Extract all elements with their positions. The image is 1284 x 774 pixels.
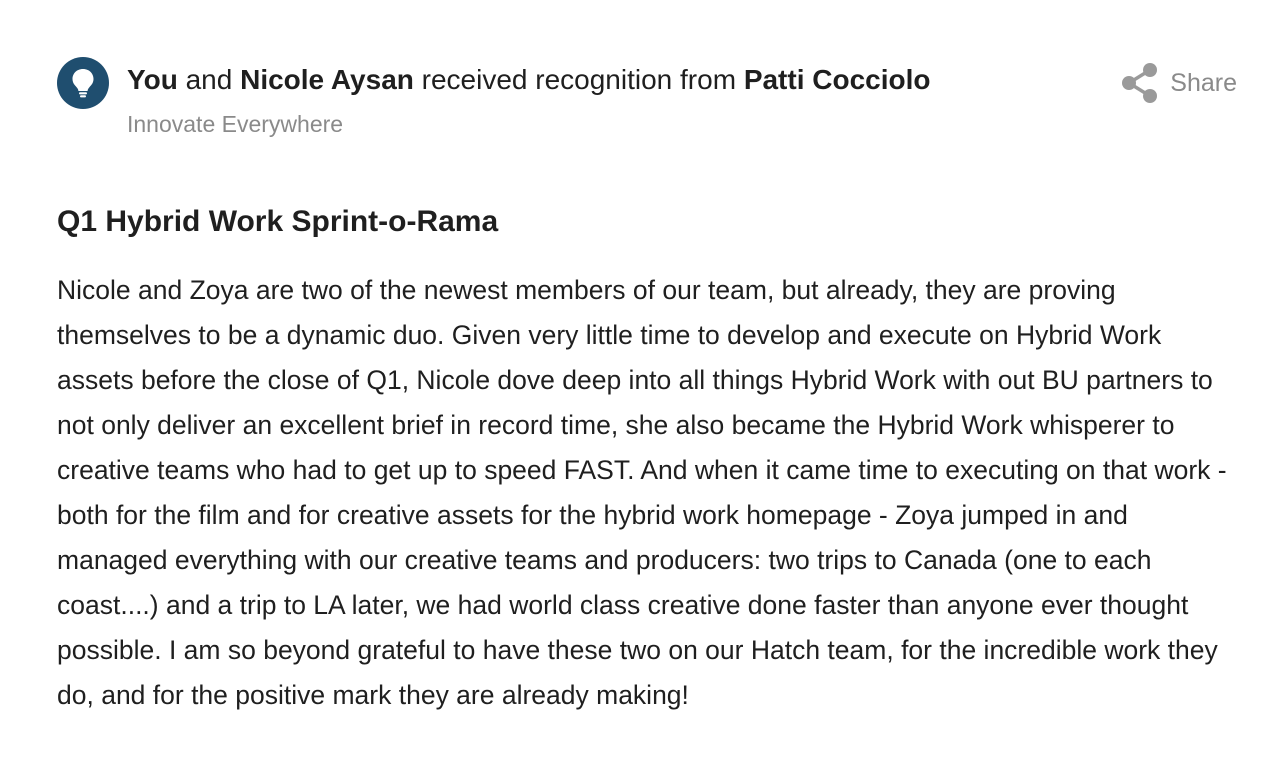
post-body: Nicole and Zoya are two of the newest members of our team, but already, they are proving themselves to be a dynamic duo. Given very little time to develop and execute on Hybrid Work assets before the close of Q1, Nicole dove deep into all things Hybrid Work with out BU partners to not only deliver an excellent brief in record time, she also became the Hybrid Work whisperer to creative teams who had to get up to speed FAST. And when it came time to executing on that work - both for the film and for creative assets for the hybrid work homepage - Zoya jumped in and managed everything with our creative teams and producers: two trips to Canada (one to each coast....) and a trip to LA later, we had world class creative done faster than anyone ever thought possible. I am so beyond grateful to have these two on our Hatch team, for the incredible work they do, and for the positive mark they are already making! [57, 275, 1227, 710]
connector-text: and [185, 64, 233, 95]
recognition-headline [127, 61, 931, 99]
post-title: Q1 Hybrid Work Sprint-o-Rama [57, 205, 499, 238]
recipient-name[interactable]: Nicole Aysan [240, 64, 414, 95]
avatar [57, 57, 109, 109]
lightbulb-icon [71, 68, 95, 98]
action-text: received recognition from [421, 64, 737, 95]
share-label: Share [1170, 68, 1237, 97]
recognition-category: Innovate Everywhere [127, 111, 344, 137]
recipient-name[interactable]: You [127, 64, 178, 95]
share-icon [1120, 62, 1158, 104]
share-button[interactable] [1120, 63, 1237, 103]
sender-name[interactable]: Patti Cocciolo [743, 64, 931, 95]
recognition-header [57, 57, 1237, 147]
